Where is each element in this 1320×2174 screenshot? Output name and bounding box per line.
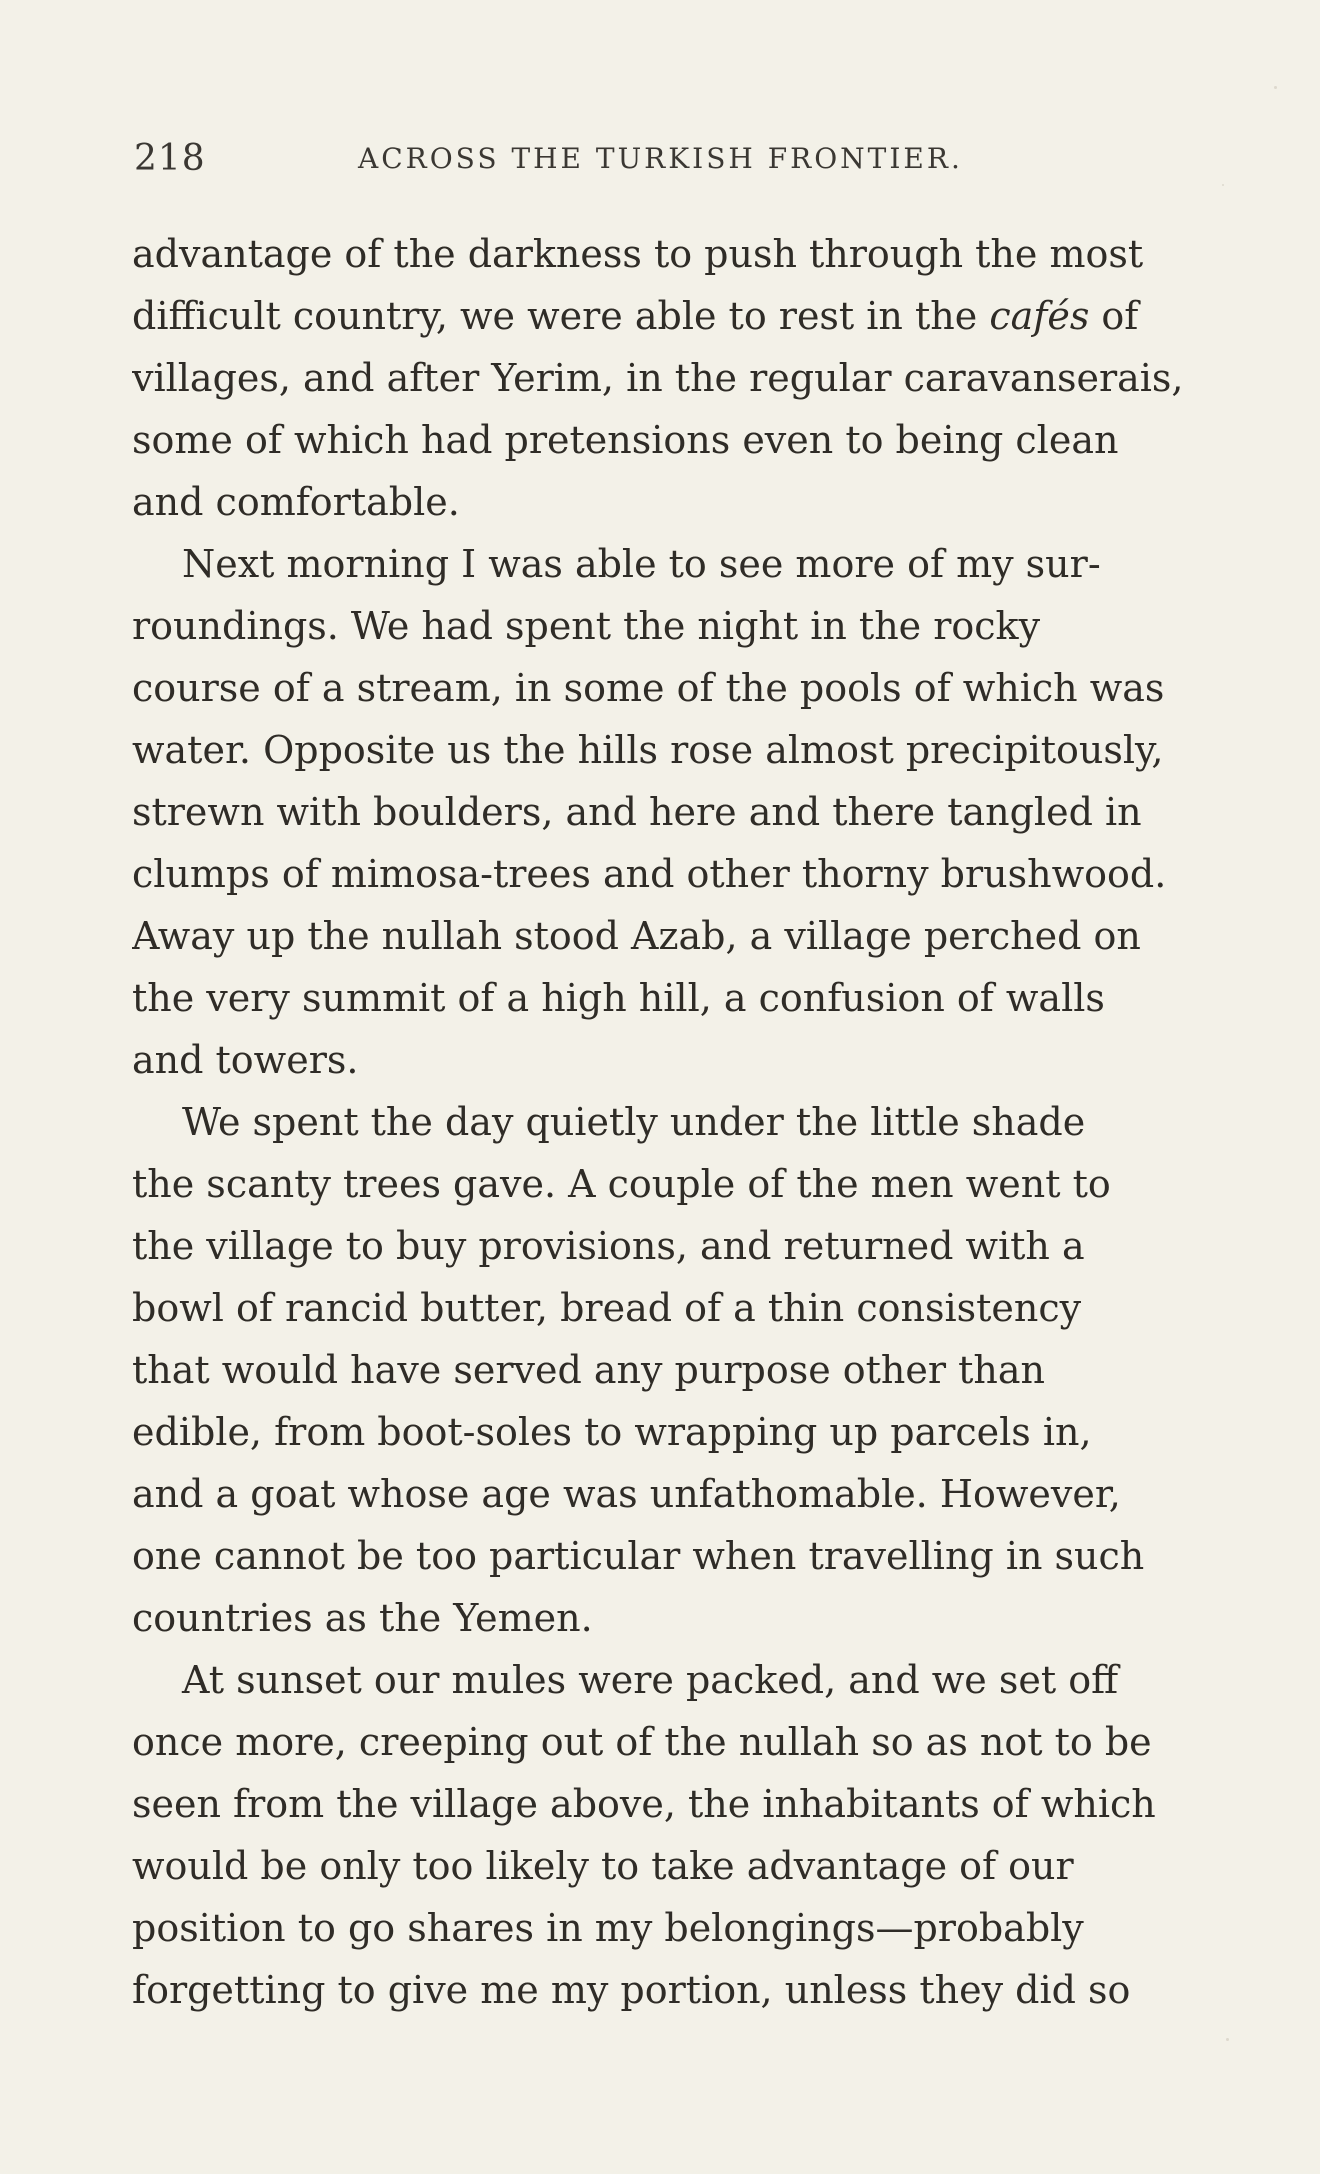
text-line (132, 285, 1252, 347)
text-line: the scanty trees gave. A couple of the men went to (132, 1162, 1111, 1206)
paper-speck (1222, 184, 1224, 186)
running-head: ACROSS THE TURKISH FRONTIER. (358, 141, 963, 175)
text-line: water. Opposite us the hills rose almost precipitously, (132, 728, 1164, 772)
text-line: the very summit of a high hill, a confusion of walls (132, 976, 1105, 1020)
text-line: and comfortable. (132, 480, 460, 524)
text-line: that would have served any purpose other than (132, 1348, 1046, 1392)
text-line-segment: of (1101, 294, 1139, 338)
text-line: seen from the village above, the inhabitants of which (132, 1782, 1156, 1826)
text-line: once more, creeping out of the nullah so as not to be (132, 1720, 1152, 1764)
italic-word: cafés (989, 294, 1090, 338)
text-line: roundings. We had spent the night in the rocky (132, 604, 1041, 648)
paragraph-start-line: At sunset our mules were packed, and we set off (182, 1658, 1119, 1702)
text-line: villages, and after Yerim, in the regular caravanserais, (132, 356, 1184, 400)
text-line: bowl of rancid butter, bread of a thin consistency (132, 1286, 1082, 1330)
text-line: one cannot be too particular when travelling in such (132, 1534, 1145, 1578)
text-line: forgetting to give me my portion, unless they did so (132, 1968, 1131, 2012)
paper-speck (1226, 2038, 1229, 2041)
text-line: and a goat whose age was unfathomable. However, (132, 1472, 1121, 1516)
text-line: position to go shares in my belongings—probably (132, 1906, 1084, 1950)
text-line: clumps of mimosa-trees and other thorny brushwood. (132, 852, 1167, 896)
paragraph-start-line: We spent the day quietly under the little shade (182, 1100, 1086, 1144)
paper-speck (1274, 86, 1277, 89)
text-line: Away up the nullah stood Azab, a village perched on (132, 914, 1141, 958)
text-line-segment: difficult country, we were able to rest in the (132, 294, 978, 338)
text-line: advantage of the darkness to push through the most (132, 232, 1144, 276)
text-line: some of which had pretensions even to being clean (132, 418, 1119, 462)
text-line: and towers. (132, 1038, 359, 1082)
body-text (132, 223, 1252, 2021)
page-header (134, 132, 1252, 184)
page-number: 218 (134, 137, 206, 179)
text-line: the village to buy provisions, and returned with a (132, 1224, 1085, 1268)
text-line: strewn with boulders, and here and there tangled in (132, 790, 1142, 834)
paragraph-start-line: Next morning I was able to see more of my sur- (182, 542, 1101, 586)
text-line: edible, from boot-soles to wrapping up parcels in, (132, 1410, 1092, 1454)
text-line: would be only too likely to take advantage of our (132, 1844, 1074, 1888)
text-line: course of a stream, in some of the pools of which was (132, 666, 1165, 710)
text-line: countries as the Yemen. (132, 1596, 593, 1640)
